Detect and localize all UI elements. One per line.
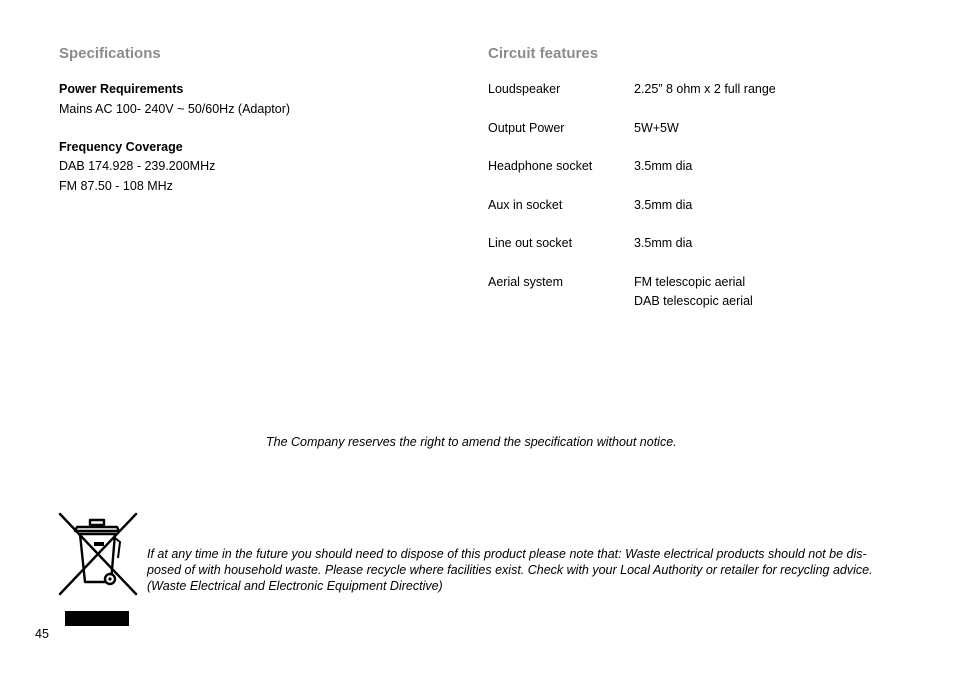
circuit-row-label: Line out socket <box>488 236 573 250</box>
weee-disposal-notice <box>147 546 899 594</box>
circuit-row-label: Aux in socket <box>488 198 563 212</box>
frequency-coverage-title: Frequency Coverage <box>59 140 183 154</box>
crossed-out-wheelie-bin-icon <box>58 512 138 598</box>
circuit-row-label: Loudspeaker <box>488 82 561 96</box>
power-requirements-title: Power Requirements <box>59 82 184 96</box>
specification-notice: The Company reserves the right to amend the specification without notice. <box>266 435 677 449</box>
circuit-row-value: 3.5mm dia <box>634 159 693 173</box>
circuit-row-value: 3.5mm dia <box>634 236 693 250</box>
circuit-row-label: Headphone socket <box>488 159 593 173</box>
circuit-row-value: 2.25” 8 ohm x 2 full range <box>634 82 776 96</box>
circuit-row-label: Aerial system <box>488 275 564 289</box>
circuit-row-value: 3.5mm dia <box>634 198 693 212</box>
circuit-row-value: 5W+5W <box>634 121 679 135</box>
page-number: 45 <box>35 627 49 641</box>
frequency-fm: FM 87.50 - 108 MHz <box>59 179 173 193</box>
weee-line: If at any time in the future you should need to dispose of this product please note that: Waste electrical products should not be dis- <box>147 547 867 561</box>
weee-black-bar <box>65 611 129 626</box>
circuit-features-heading: Circuit features <box>488 45 599 62</box>
frequency-dab: DAB 174.928 - 239.200MHz <box>59 159 216 173</box>
circuit-row-value: FM telescopic aerial <box>634 275 746 289</box>
weee-line: posed of with household waste. Please recycle where facilities exist. Check with your Local Authority or retailer for recycling advice. <box>147 563 873 577</box>
specifications-heading: Specifications <box>59 45 161 62</box>
weee-line: (Waste Electrical and Electronic Equipment Directive) <box>147 579 443 593</box>
circuit-row-label: Output Power <box>488 121 565 135</box>
power-requirements-value: Mains AC 100- 240V ~ 50/60Hz (Adaptor) <box>59 102 291 116</box>
circuit-row-value: DAB telescopic aerial <box>634 294 753 308</box>
